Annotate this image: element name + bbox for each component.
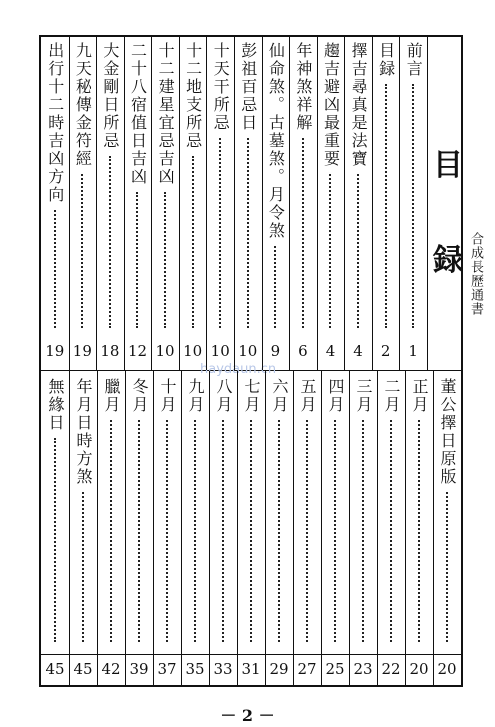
leader-dots xyxy=(81,174,83,328)
column-rule xyxy=(153,371,154,685)
leader-dots xyxy=(302,138,304,328)
toc-page-number: 42 xyxy=(101,660,121,678)
toc-entry-label: 五月 xyxy=(298,378,317,414)
toc-entry-label: 八月 xyxy=(214,378,233,414)
toc-entry-label: 年月日時方煞 xyxy=(74,378,93,486)
toc-entry[interactable] xyxy=(372,42,400,332)
leader-dots xyxy=(54,438,56,642)
toc-entry-label: 冬月 xyxy=(130,378,149,414)
toc-entry-label: 十二地支所忌 xyxy=(183,42,203,150)
toc-entry-label: 董公擇日原版 xyxy=(438,378,457,486)
toc-page-number: 23 xyxy=(353,660,373,678)
title-char-2: 録 xyxy=(433,243,463,278)
toc-entry-label: 二十八宿值日吉凶 xyxy=(128,42,148,186)
toc-entry[interactable] xyxy=(96,42,124,332)
column-rule xyxy=(151,37,152,370)
toc-page-number: 4 xyxy=(353,342,363,360)
column-rule xyxy=(377,371,378,685)
title-column-rule xyxy=(427,37,428,370)
leader-dots xyxy=(385,84,387,328)
toc-entry[interactable] xyxy=(69,42,97,332)
title-char-1: 目 xyxy=(433,148,463,183)
toc-page-number: 10 xyxy=(238,342,258,360)
toc-entry-label: 十月 xyxy=(158,378,177,414)
toc-page-number: 39 xyxy=(129,660,149,678)
toc-page-number: 10 xyxy=(183,342,203,360)
toc-page-number: 18 xyxy=(100,342,120,360)
toc-page-number: 20 xyxy=(437,660,457,678)
book-title: 合成長歷通書 xyxy=(468,232,483,316)
leader-dots xyxy=(54,210,56,328)
leader-dots xyxy=(138,420,140,642)
toc-entry-label: 彭祖百忌日 xyxy=(238,42,258,132)
toc-entry[interactable] xyxy=(321,378,349,646)
leader-dots xyxy=(192,156,194,328)
column-rule xyxy=(179,37,180,370)
leader-dots xyxy=(274,246,276,328)
toc-entry[interactable] xyxy=(293,378,321,646)
toc-entry-label: 二月 xyxy=(382,378,401,414)
toc-entry[interactable] xyxy=(125,378,153,646)
toc-entry-label: 年神煞祥解 xyxy=(293,42,313,132)
toc-entry[interactable] xyxy=(153,378,181,646)
toc-entry[interactable] xyxy=(97,378,125,646)
toc-entry[interactable] xyxy=(405,378,433,646)
column-rule xyxy=(209,371,210,685)
leader-dots xyxy=(82,492,84,642)
toc-entry[interactable] xyxy=(69,378,97,646)
toc-entry-label: 六月 xyxy=(270,378,289,414)
toc-entry[interactable] xyxy=(262,42,290,332)
toc-entry[interactable] xyxy=(377,378,405,646)
toc-page-number: 25 xyxy=(325,660,345,678)
toc-entry-label: 目録 xyxy=(376,42,396,78)
column-rule xyxy=(125,371,126,685)
column-rule xyxy=(97,371,98,685)
watermark: haydaun.cn xyxy=(200,362,277,377)
leader-dots xyxy=(136,192,138,328)
toc-entry[interactable] xyxy=(41,42,69,332)
toc-page-number: 19 xyxy=(72,342,92,360)
toc-entry-label: 前言 xyxy=(404,42,424,78)
column-rule xyxy=(317,37,318,370)
column-rule xyxy=(433,371,434,685)
toc-entry[interactable] xyxy=(289,42,317,332)
toc-page-number: 1 xyxy=(408,342,418,360)
column-rule xyxy=(181,371,182,685)
leader-dots xyxy=(247,138,249,328)
toc-page-number: 45 xyxy=(73,660,93,678)
toc-entry-label: 擇吉尋真是法寶 xyxy=(349,42,369,168)
toc-page-number: 27 xyxy=(297,660,317,678)
toc-page-number: 22 xyxy=(381,660,401,678)
leader-dots xyxy=(390,420,392,642)
toc-page-number: 9 xyxy=(270,342,281,360)
toc-entry[interactable] xyxy=(181,378,209,646)
leader-dots xyxy=(166,420,168,642)
leader-dots xyxy=(110,420,112,642)
toc-entry-label: 正月 xyxy=(410,378,429,414)
leader-dots xyxy=(250,420,252,642)
toc-page-number: 37 xyxy=(157,660,177,678)
column-rule xyxy=(344,37,345,370)
bottom-divider xyxy=(39,654,463,655)
column-rule xyxy=(405,371,406,685)
leader-dots xyxy=(446,492,448,642)
toc-entry-label: 趨吉避凶最重要 xyxy=(321,42,341,168)
toc-page-number: 6 xyxy=(298,342,308,360)
column-rule xyxy=(372,37,373,370)
toc-entry[interactable] xyxy=(433,378,461,646)
toc-page-number: 33 xyxy=(213,660,233,678)
leader-dots xyxy=(362,420,364,642)
leader-dots xyxy=(418,420,420,642)
column-rule xyxy=(262,37,263,370)
toc-page-number: 2 xyxy=(380,342,391,360)
toc-entry[interactable] xyxy=(209,378,237,646)
column-rule xyxy=(69,37,70,370)
leader-dots xyxy=(412,84,414,328)
toc-entry[interactable] xyxy=(41,378,69,646)
toc-entry[interactable] xyxy=(344,42,372,332)
toc-entry-label: 三月 xyxy=(354,378,373,414)
column-rule xyxy=(321,371,322,685)
toc-page-number: 4 xyxy=(325,342,336,360)
leader-dots xyxy=(194,420,196,642)
toc-entry-label: 臘月 xyxy=(102,378,121,414)
column-rule xyxy=(293,371,294,685)
toc-entry[interactable] xyxy=(206,42,234,332)
leader-dots xyxy=(329,174,331,328)
toc-page-number: 35 xyxy=(185,660,205,678)
toc-entry-label: 無緣日 xyxy=(46,378,65,432)
toc-page-number: 19 xyxy=(45,342,65,360)
column-rule xyxy=(237,371,238,685)
toc-page-number: 10 xyxy=(210,342,230,360)
column-rule xyxy=(234,37,235,370)
toc-page-number: 10 xyxy=(155,342,175,360)
column-rule xyxy=(124,37,125,370)
column-rule xyxy=(69,371,70,685)
toc-page-number: 12 xyxy=(127,342,148,360)
toc-entry-label: 出行十二時吉凶方向 xyxy=(45,42,65,204)
column-rule xyxy=(349,371,350,685)
column-rule xyxy=(96,37,97,370)
leader-dots xyxy=(306,420,308,642)
leader-dots xyxy=(222,420,224,642)
toc-entry[interactable] xyxy=(317,42,345,332)
toc-page-number: 45 xyxy=(45,660,65,678)
column-rule xyxy=(289,37,290,370)
leader-dots xyxy=(219,138,221,328)
toc-entry-label: 大金剛日所忌 xyxy=(100,42,120,150)
column-rule xyxy=(206,37,207,370)
toc-entry[interactable] xyxy=(151,42,179,332)
toc-entry[interactable] xyxy=(265,378,293,646)
page-number: － 2 － xyxy=(220,706,275,725)
leader-dots xyxy=(334,420,336,642)
toc-entry-label: 四月 xyxy=(326,378,345,414)
toc-page-number: 31 xyxy=(241,660,261,678)
leader-dots xyxy=(109,156,111,328)
toc-entry[interactable] xyxy=(124,42,152,332)
toc-entry-label: 九天秘傳金符經 xyxy=(73,42,93,168)
toc-page-number: 29 xyxy=(269,660,289,678)
column-rule xyxy=(399,37,400,370)
toc-entry-label: 十天干所忌 xyxy=(211,42,231,132)
toc-entry[interactable] xyxy=(179,42,207,332)
leader-dots xyxy=(357,174,359,328)
column-rule xyxy=(265,371,266,685)
toc-entry[interactable] xyxy=(234,42,262,332)
toc-entry-label: 十二建星宜忌吉凶 xyxy=(156,42,176,186)
toc-entry-label: 七月 xyxy=(242,378,261,414)
toc-entry[interactable] xyxy=(399,42,427,332)
leader-dots xyxy=(164,192,166,328)
toc-entry-label: 九月 xyxy=(186,378,205,414)
toc-entry[interactable] xyxy=(349,378,377,646)
toc-entry[interactable] xyxy=(237,378,265,646)
leader-dots xyxy=(278,420,280,642)
toc-entry-label: 仙命煞。古墓煞。月令煞 xyxy=(266,42,286,240)
toc-page-number: 20 xyxy=(409,660,429,678)
